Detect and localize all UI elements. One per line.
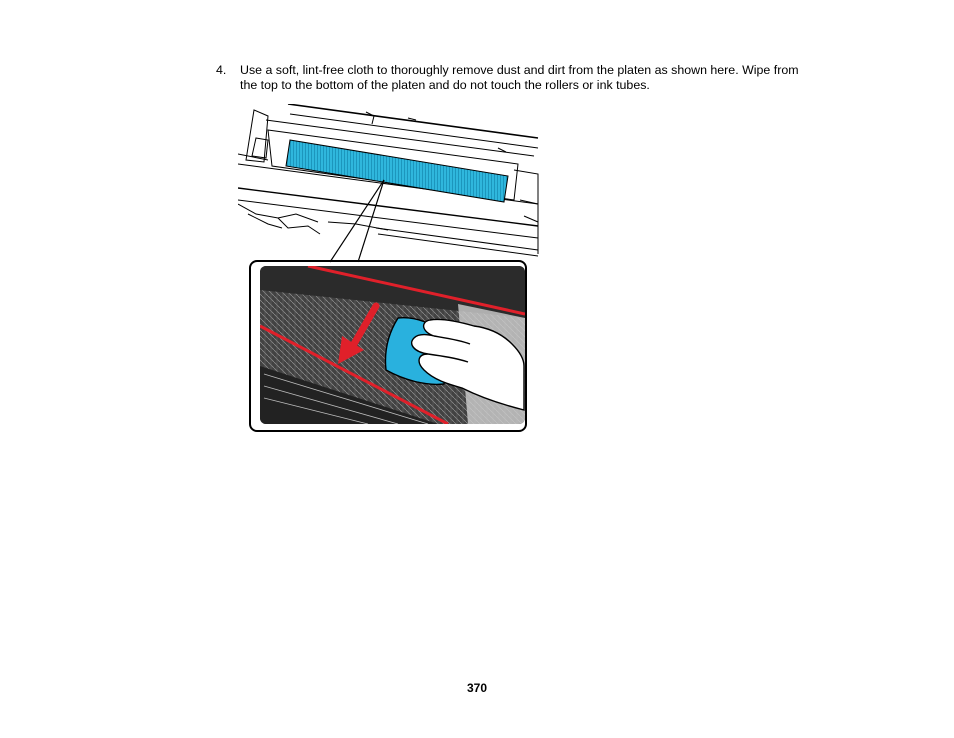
step-number: 4. (216, 63, 227, 77)
page-number: 370 (466, 681, 488, 695)
platen-cleaning-illustration (238, 104, 540, 434)
step-text: Use a soft, lint-free cloth to thoroughly remove dust and dirt from the platen as shown here. Wipe from the top to the bottom of the platen and do not touch the rollers or ink tubes. (240, 63, 799, 92)
callout-pointer (330, 180, 384, 262)
platen-highlight (286, 140, 508, 202)
